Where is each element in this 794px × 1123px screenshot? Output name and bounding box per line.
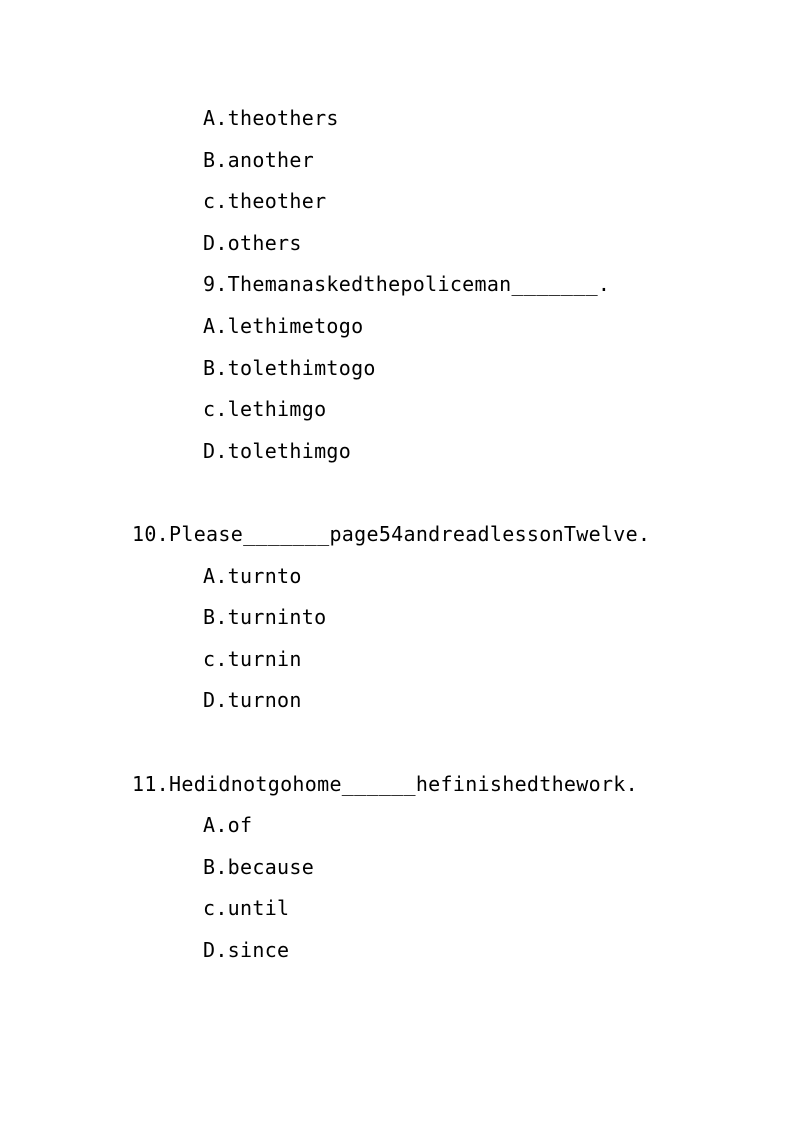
q8-option-d: D.others (203, 231, 302, 255)
q11-option-b: B.because (203, 855, 315, 879)
q8-option-a: A.theothers (203, 106, 339, 130)
q9-text: 9.Themanaskedthepoliceman_______. (203, 272, 611, 296)
q9-option-a: A.lethimetogo (203, 314, 364, 338)
q10-option-c: c.turnin (203, 647, 302, 671)
q10-text: 10.Please_______page54andreadlessonTwelve. (132, 522, 651, 546)
q8-option-b: B.another (203, 148, 315, 172)
q10-option-a: A.turnto (203, 564, 302, 588)
q9-option-c: c.lethimgo (203, 397, 327, 421)
q11-option-c: c.until (203, 896, 290, 920)
q9-option-d: D.tolethimgo (203, 439, 352, 463)
q10-option-d: D.turnon (203, 688, 302, 712)
q11-text: 11.Hedidnotgohome______hefinishedthework. (132, 772, 638, 796)
q10-option-b: B.turninto (203, 605, 327, 629)
q11-option-a: A.of (203, 813, 253, 837)
q11-option-d: D.since (203, 938, 290, 962)
q8-option-c: c.theother (203, 189, 327, 213)
q9-option-b: B.tolethimtogo (203, 356, 376, 380)
